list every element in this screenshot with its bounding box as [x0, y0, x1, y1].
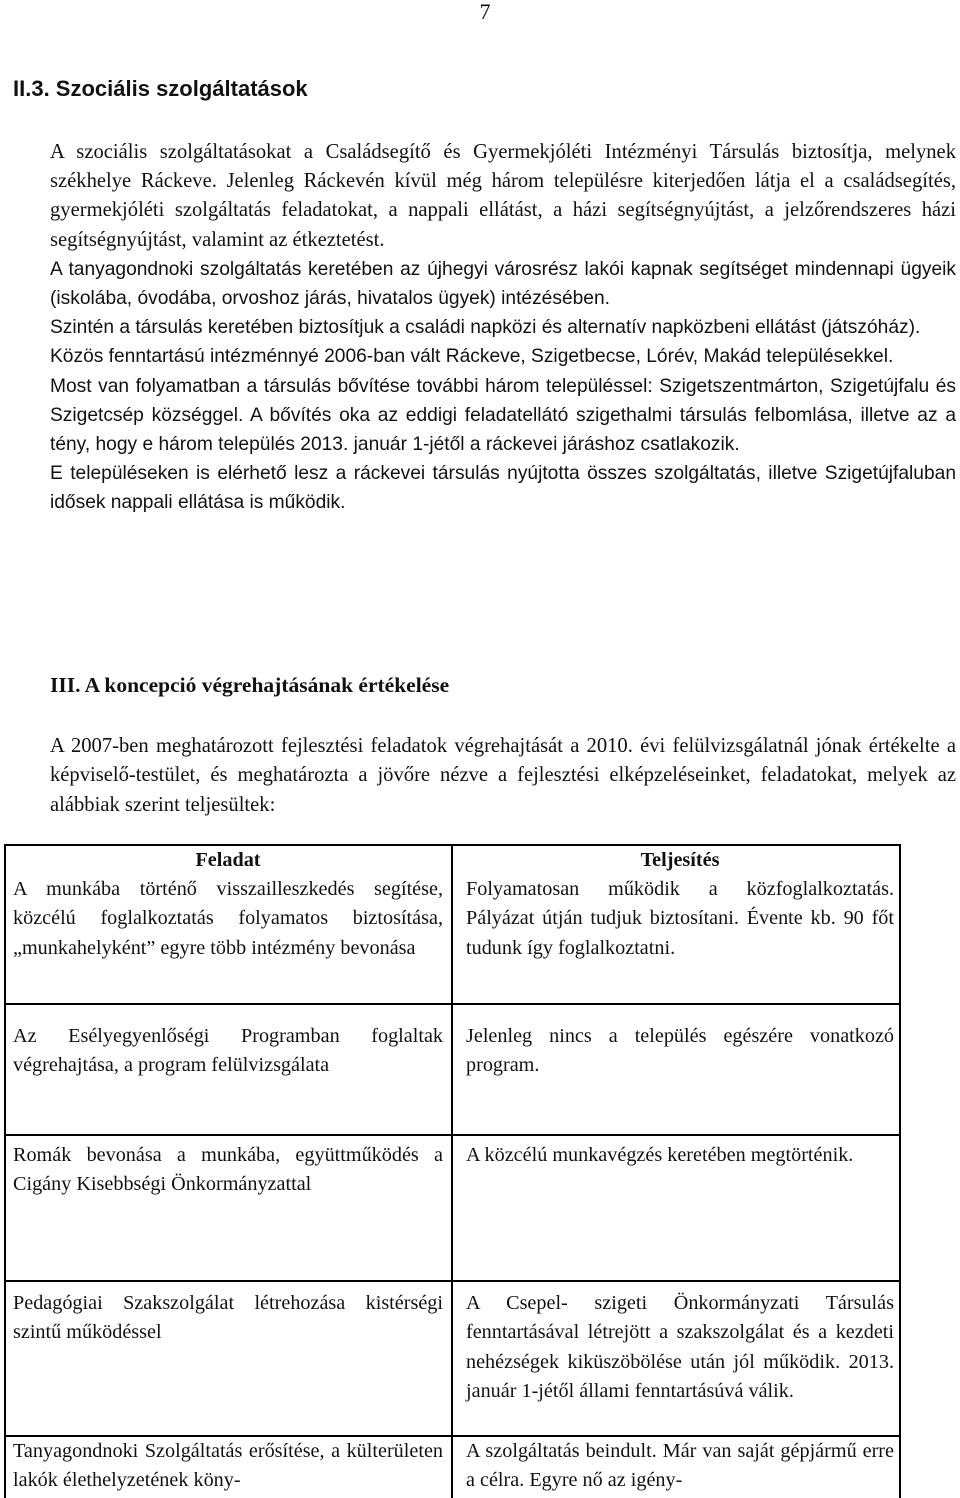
- table-rule: [899, 844, 901, 1498]
- chapter-title: III. A koncepció végrehajtásának értékelése: [50, 673, 450, 697]
- table-cell-task: A munkába történő visszailleszkedés segítése, közcélú foglalkoztatás folyamatos biztosítása, „munkahelyként” egyre több intézmény bevonása: [13, 878, 443, 959]
- table-cell-result: Folyamatosan működik a közfoglalkoztatás. Pályázat útján tudjuk biztosítani. Évente kb. 90 főt tudunk így foglalkoztatni.: [466, 878, 894, 959]
- chapter-intro-block: [50, 732, 956, 820]
- table-cell-task: Romák bevonása a munkába, együttműködés a Cigány Kisebbségi Önkormányzattal: [13, 1144, 443, 1196]
- page-number: 7: [479, 0, 491, 24]
- section-paragraph: A tanyagondnoki szolgáltatás keretében az újhegyi városrész lakói kapnak segítséget mindennapi ügyeik (iskolába, óvodába, orvoshoz járás, hivatalos ügyek) intézésében.: [50, 258, 956, 310]
- section-paragraph: Közös fenntartású intézménnyé 2006-ban vált Ráckeve, Szigetbecse, Lórév, Makád településekkel.: [50, 346, 894, 368]
- section-body: [50, 138, 956, 518]
- table-cell-result: A szolgáltatás beindult. Már van saját gépjármű erre a célra. Egyre nő az igény-: [466, 1440, 894, 1492]
- table-cell-task: Az Esélyegyenlőségi Programban foglaltak végrehajtása, a program felülvizsgálata: [13, 1025, 443, 1077]
- section-title: II.3. Szociális szolgáltatások: [13, 76, 308, 101]
- table-cell-result: A Csepel- szigeti Önkormányzati Társulás fenntartásával létrejött a szakszolgálat és a kezdeti nehézségek kiküszöbölése után jól működik. 2013. január 1-jétől állami fenntartásúvá válik.: [466, 1292, 894, 1403]
- section-paragraph: A szociális szolgáltatásokat a Családsegítő és Gyermekjóléti Intézményi Társulás biztosítja, melynek székhelye Ráckeve. Jelenleg Ráckevén kívül még három településre kiterjedően látja el a családsegítés, gyermekjóléti szolgáltatás feladatokat, a nappali ellátást, a házi segítségnyújtást, a jelzőrendszeres házi segítségnyújtást, valamint az étkeztetést.: [50, 141, 956, 251]
- table-rule: [4, 844, 6, 1498]
- section-paragraph: Szintén a társulás keretében biztosítjuk a családi napközi és alternatív napközbeni ellátást (játszóház).: [50, 317, 921, 339]
- column-header-result: Teljesítés: [640, 849, 720, 871]
- section-paragraph: Most van folyamatban a társulás bővítése további három településsel: Szigetszentmárton, Szigetújfalu és Szigetcsép községgel. A bővítés oka az eddigi feladatellátó szigethalmi társulás felbomlása, illetve az a tény, hogy e három település 2013. január 1-jétől a ráckevei járáshoz csatlakozik.: [50, 375, 956, 456]
- column-header-task: Feladat: [195, 849, 261, 871]
- table-rule: [451, 844, 453, 1498]
- chapter-intro: A 2007-ben meghatározott fejlesztési feladatok végrehajtását a 2010. évi felülvizsgálatnál jónak értékelte a képviselő-testület, és meghatározta a jövőre nézve a fejlesztési elképzeléseinket, feladatokat, melyek az alábbiak szerint teljesültek:: [50, 735, 956, 816]
- table-cell-task: Tanyagondnoki Szolgáltatás erősítése, a külterületen lakók élethelyzetének köny-: [13, 1440, 443, 1492]
- table-cell-result: A közcélú munkavégzés keretében megtörténik.: [466, 1144, 854, 1166]
- section-paragraph: E településeken is elérhető lesz a ráckevei társulás nyújtotta összes szolgáltatás, illetve Szigetújfaluban idősek nappali ellátása is működik.: [50, 463, 956, 514]
- table-cell-result: Jelenleg nincs a település egészére vonatkozó program.: [466, 1025, 894, 1077]
- table-cell-task: Pedagógiai Szakszolgálat létrehozása kistérségi szintű működéssel: [13, 1292, 443, 1344]
